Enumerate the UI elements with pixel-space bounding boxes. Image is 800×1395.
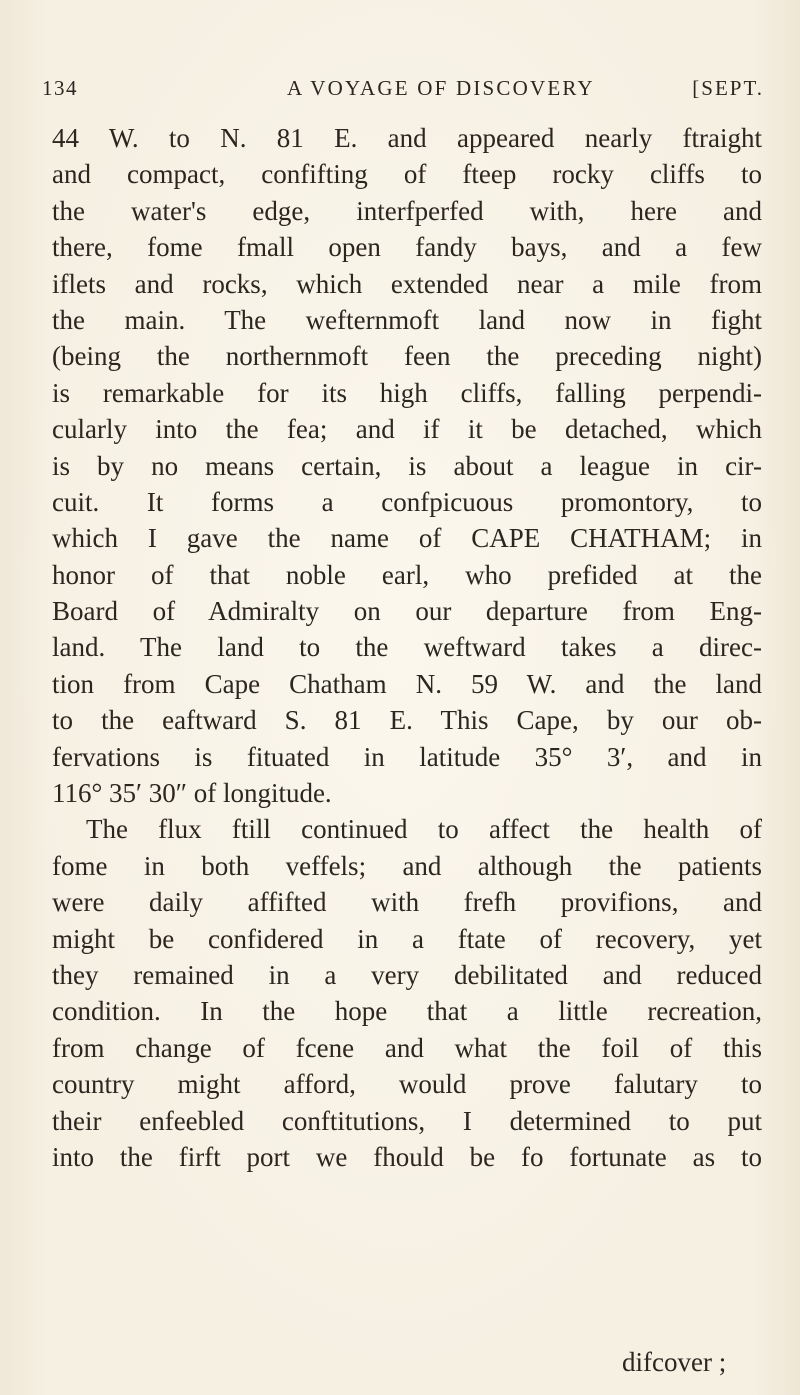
text-line: which I gave the name of CAPE CHATHAM; in [52, 523, 762, 554]
text-line: cuit. It forms a confpicuous promontory, to [52, 486, 762, 517]
month-marker: [SEPT. [692, 76, 764, 100]
text-line: fervations is fituated in latitude 35° 3′, and in [52, 741, 762, 772]
text-line: country might afford, would prove falutary to [52, 1069, 762, 1100]
text-line: the main. The wefternmoft land now in fight [52, 304, 762, 335]
text-line: tion from Cape Chatham N. 59 W. and the land [52, 668, 762, 699]
text-line: they remained in a very debilitated and reduced [52, 959, 762, 990]
text-line: into the firft port we fhould be fo fortunate as to [52, 1141, 762, 1172]
text-line: 116° 35′ 30″ of longitude. [52, 778, 332, 809]
text-line: the water's edge, interfperfed with, here and [52, 195, 762, 226]
text-line: iflets and rocks, which extended near a mile from [52, 268, 762, 299]
text-line: 44 W. to N. 81 E. and appeared nearly ftraight [52, 123, 762, 153]
text-line: there, fome fmall open fandy bays, and a few [52, 232, 762, 263]
text-line: fome in both veffels; and although the patients [52, 850, 762, 881]
text-line: condition. In the hope that a little recreation, [52, 996, 762, 1027]
text-line: Board of Admiralty on our departure from Eng- [52, 596, 762, 627]
running-title: A VOYAGE OF DISCOVERY [287, 76, 595, 100]
paragraph-start-line: The flux ftill continued to affect the health of [86, 814, 762, 845]
text-line: cularly into the fea; and if it be detached, which [52, 414, 762, 445]
text-line: were daily affifted with frefh provifions, and [52, 887, 762, 918]
text-line: to the eaftward S. 81 E. This Cape, by our ob- [52, 705, 762, 736]
text-line: from change of fcene and what the foil of this [52, 1032, 762, 1063]
catchword: difcover ; [622, 1347, 727, 1377]
page-number: 134 [42, 76, 78, 100]
text-line: (being the northernmoft feen the preceding night) [52, 341, 762, 372]
text-line: is remarkable for its high cliffs, falling perpendi- [52, 377, 762, 408]
text-line: honor of that noble earl, who prefided at the [52, 559, 762, 590]
text-line: their enfeebled conftitutions, I determined to put [52, 1105, 762, 1136]
text-line: and compact, confifting of fteep rocky cliffs to [52, 159, 762, 190]
text-line: is by no means certain, is about a league in cir- [52, 450, 762, 481]
text-line: land. The land to the weftward takes a direc- [52, 632, 762, 663]
page-header [42, 76, 764, 108]
text-line: might be confidered in a ftate of recovery, yet [52, 923, 762, 954]
body-text [52, 120, 762, 1175]
